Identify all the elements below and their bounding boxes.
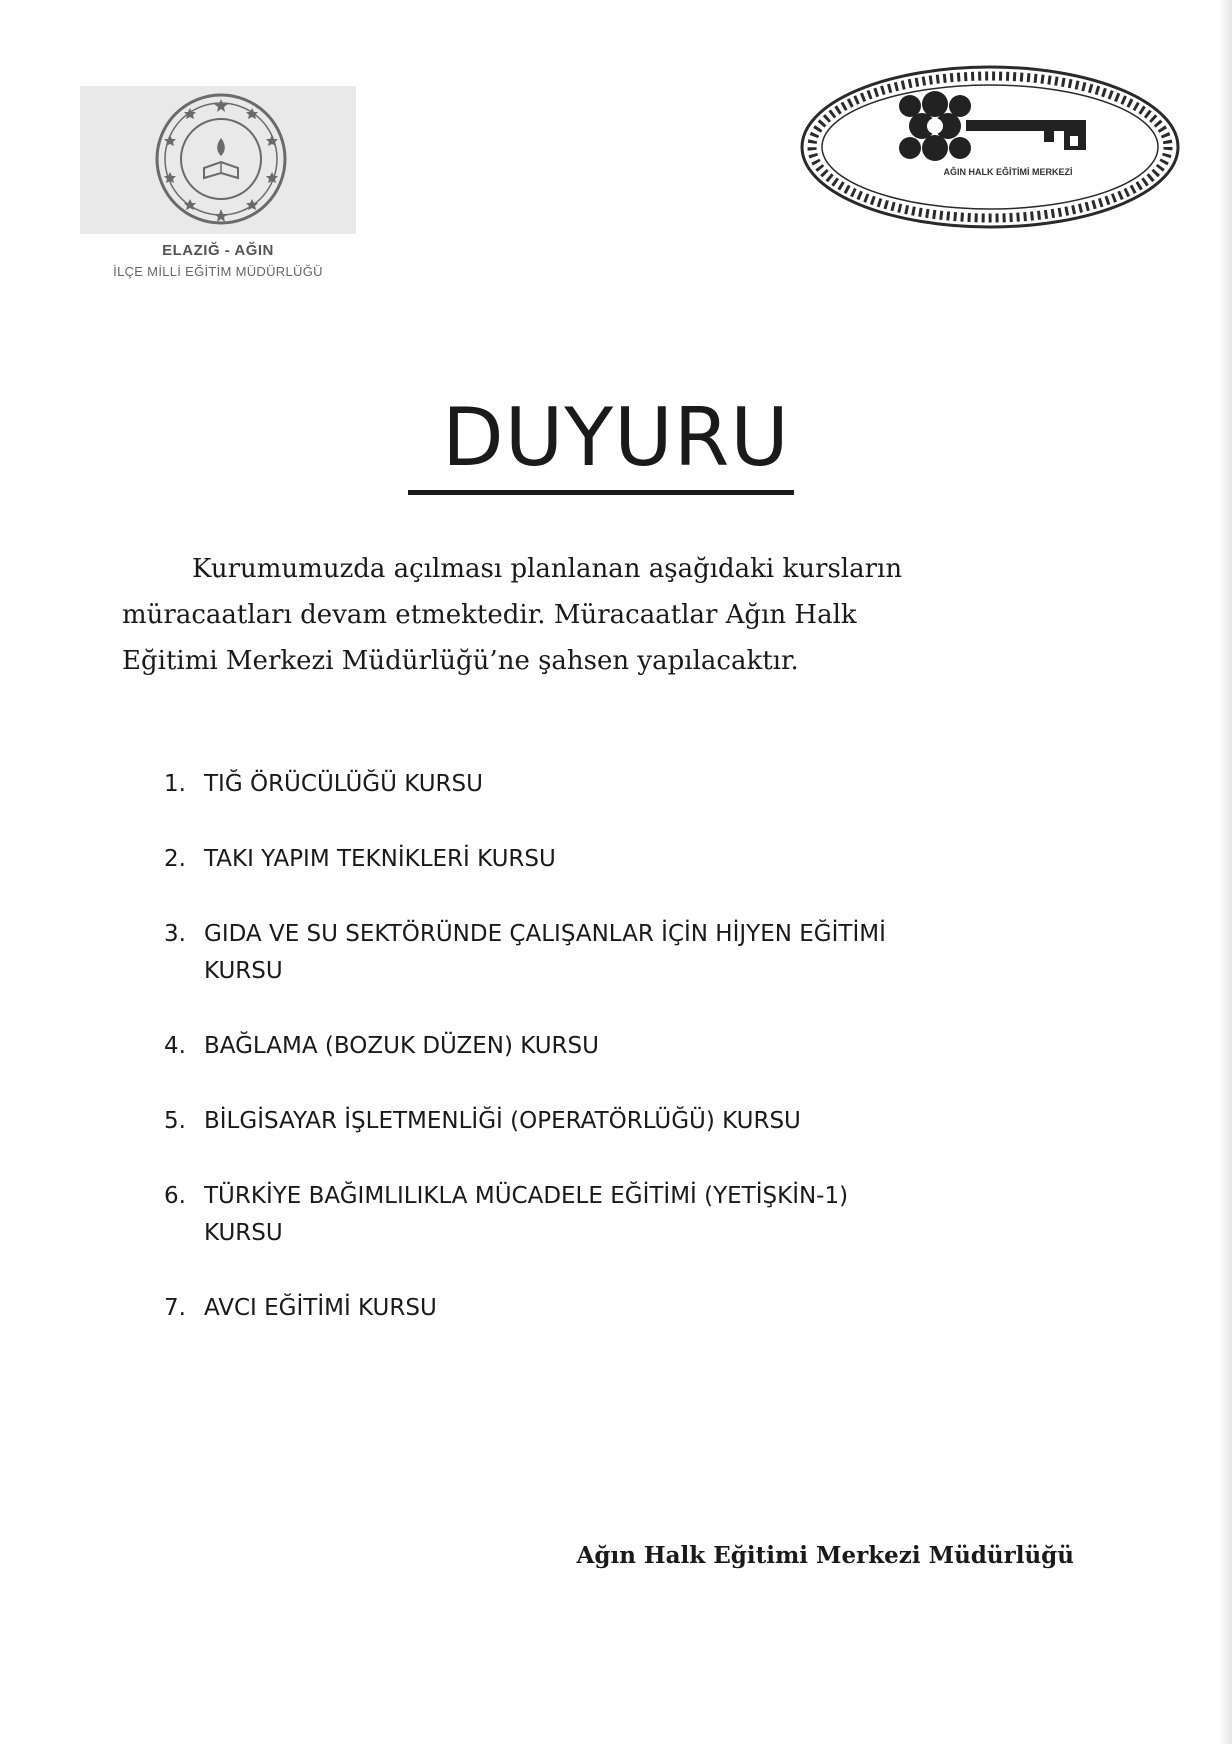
course-item: [164, 916, 1064, 990]
course-title-continued: KURSU: [204, 1220, 283, 1246]
meb-seal-icon: [152, 90, 290, 228]
signature-directorate: Ağın Halk Eğitimi Merkezi Müdürlüğü: [576, 1542, 1074, 1569]
course-item: [164, 766, 1064, 803]
course-item: [164, 1178, 1064, 1252]
intro-line-3: Eğitimi Merkezi Müdürlüğü’ne şahsen yapılacaktır.: [122, 646, 799, 676]
course-title-continued: KURSU: [204, 958, 283, 984]
intro-paragraph: [122, 546, 1062, 684]
course-number: 3.: [164, 921, 186, 947]
course-number: 1.: [164, 771, 186, 797]
course-list: [164, 766, 1064, 1365]
hem-logo-caption: AĞIN HALK EĞİTİMİ MERKEZİ: [943, 167, 1073, 177]
course-item: [164, 841, 1064, 878]
page-title: DUYURU: [442, 391, 790, 484]
course-item: [164, 1290, 1064, 1327]
intro-line-1: Kurumumuzda açılması planlanan aşağıdaki kursların: [192, 554, 903, 584]
course-number: 7.: [164, 1295, 186, 1321]
course-title: GIDA VE SU SEKTÖRÜNDE ÇALIŞANLAR İÇİN HİJYEN EĞİTİMİ: [204, 921, 886, 947]
course-number: 6.: [164, 1183, 186, 1209]
meb-caption-directorate: İLÇE MİLLİ EĞİTİM MÜDÜRLÜĞÜ: [113, 264, 323, 279]
course-number: 5.: [164, 1108, 186, 1134]
meb-logo: [78, 86, 358, 286]
course-title: BİLGİSAYAR İŞLETMENLİĞİ (OPERATÖRLÜĞÜ) KURSU: [204, 1108, 801, 1134]
course-title: TÜRKİYE BAĞIMLILIKLA MÜCADELE EĞİTİMİ (YETİŞKİN-1): [204, 1183, 849, 1209]
course-title: AVCI EĞİTİMİ KURSU: [204, 1295, 437, 1321]
page-edge-shadow: [1218, 0, 1232, 1744]
halk-egitimi-key-logo: [798, 62, 1182, 232]
course-title: TAKI YAPIM TEKNİKLERİ KURSU: [204, 846, 556, 872]
course-title: BAĞLAMA (BOZUK DÜZEN) KURSU: [204, 1033, 599, 1059]
title-underline: [408, 490, 794, 495]
meb-caption-city: ELAZIĞ - AĞIN: [162, 242, 274, 259]
course-number: 4.: [164, 1033, 186, 1059]
intro-line-2: müracaatları devam etmektedir. Müracaatlar Ağın Halk: [122, 600, 857, 630]
course-number: 2.: [164, 846, 186, 872]
course-item: [164, 1103, 1064, 1140]
course-title: TIĞ ÖRÜCÜLÜĞÜ KURSU: [204, 771, 483, 797]
course-item: [164, 1028, 1064, 1065]
